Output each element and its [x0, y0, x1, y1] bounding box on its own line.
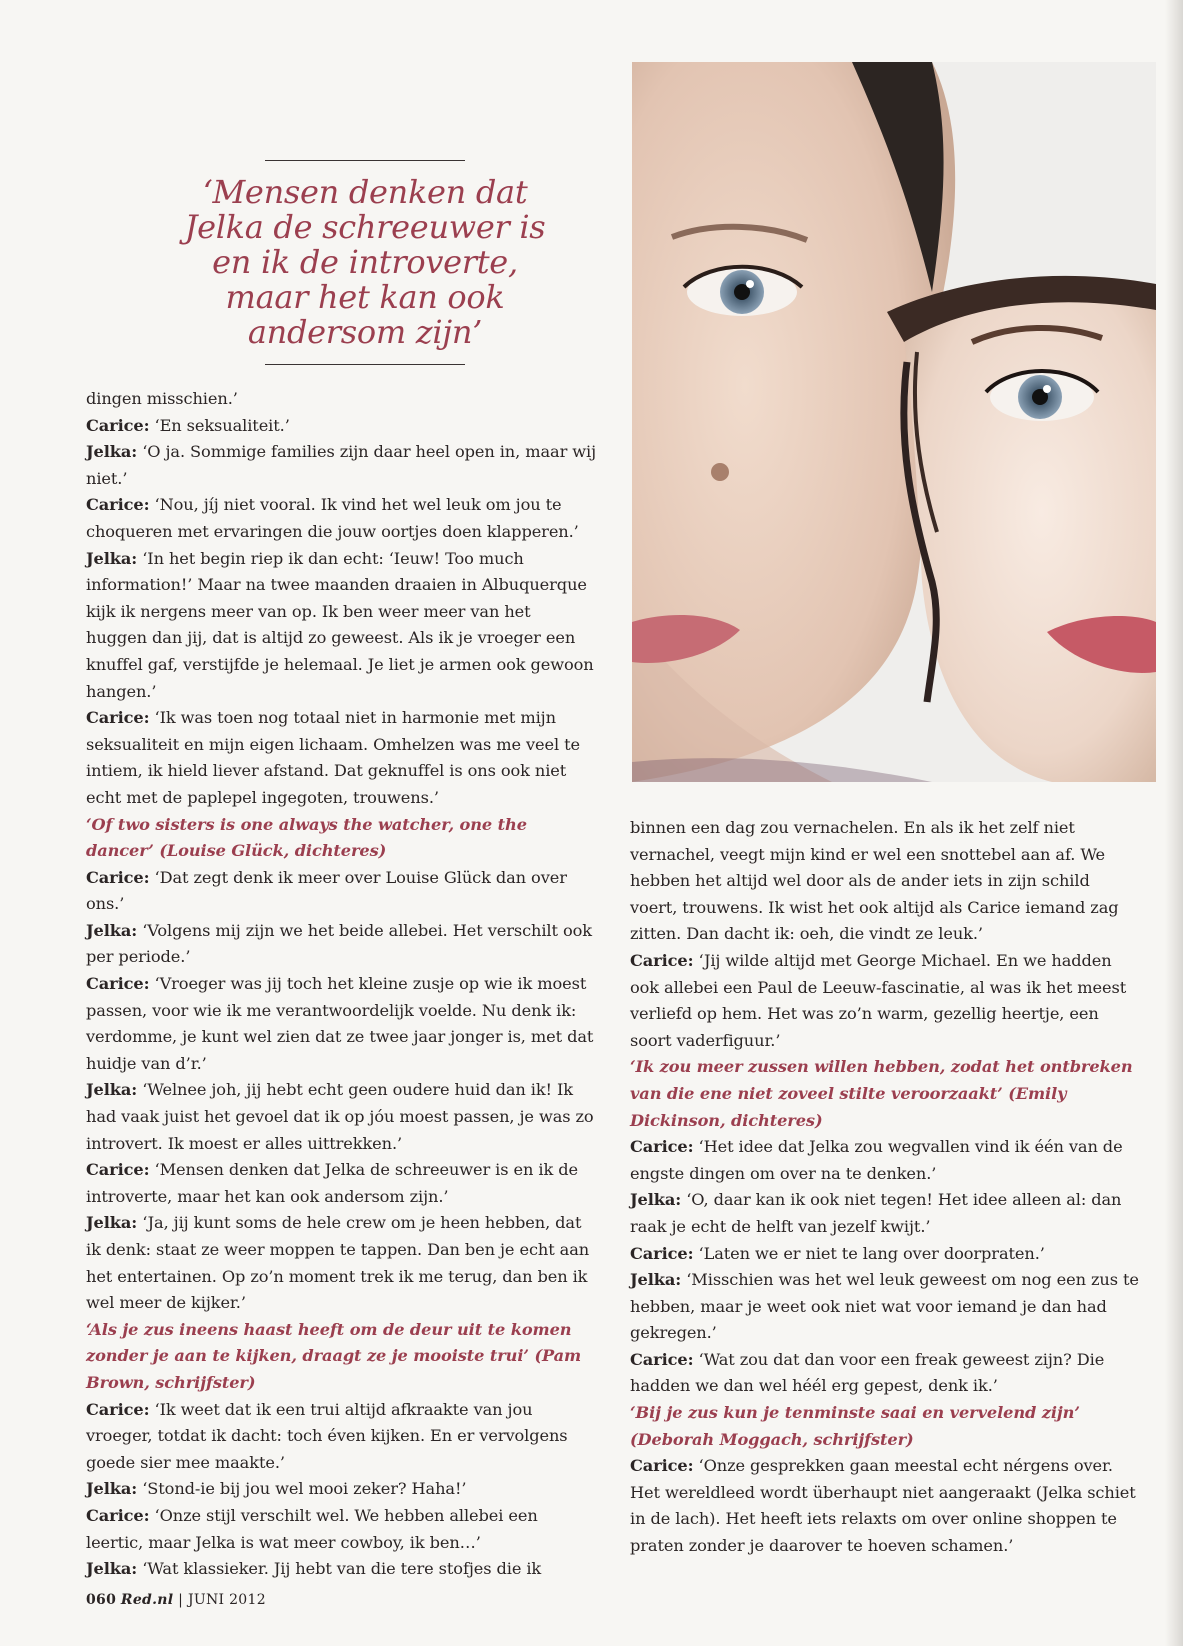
dialogue-line: Carice: ‘Onze stijl verschilt wel. We hebben allebei een leertic, maar Jelka is wat meer cowboy, ik ben…’	[86, 1505, 538, 1552]
dialogue-line: Jelka: ‘Wat klassieker. Jij hebt van die tere stofjes die ik	[86, 1559, 542, 1579]
dialogue-line: Carice: ‘Wat zou dat dan voor een freak geweest zijn? Die hadden we dan wel héél erg gepest, denk ik.’	[630, 1349, 1105, 1396]
sisters-portrait-illustration	[632, 62, 1156, 782]
page-number: 060	[86, 1592, 117, 1608]
sister-quote: ‘Bij je zus kun je tenminste saai en vervelend zijn’ (Deborah Moggach, schrijfster)	[630, 1403, 1080, 1449]
issue-date: JUNI 2012	[187, 1592, 266, 1608]
dialogue-line: Carice: ‘Ik weet dat ik een trui altijd afkraakte van jou vroeger, totdat ik dacht: toch éven kijken. En er vervolgens goede sier mee maakte.’	[86, 1399, 568, 1472]
sister-quote: ‘Ik zou meer zussen willen hebben, zodat het ontbreken van die ene niet zoveel stilte veroorzaakt’ (Emily Dickinson, dichteres)	[630, 1057, 1133, 1130]
dialogue-line: Carice: ‘Het idee dat Jelka zou wegvallen vind ik één van de engste dingen om over na te denken.’	[630, 1137, 1123, 1183]
sisters-photo	[632, 62, 1156, 782]
dialogue-line: Jelka: ‘O, daar kan ik ook niet tegen! Het idee alleen al: dan raak je echt de helft van jezelf kwijt.’	[630, 1190, 1122, 1236]
dialogue-line: Jelka: ‘Ja, jij kunt soms de hele crew om je heen hebben, dat ik denk: staat ze weer moppen te tappen. Dan ben je echt aan het entertainen. Op zo’n moment trek ik me terug, dan ben ik wel meer de kijker.’	[86, 1213, 590, 1313]
dialogue-line: Carice: ‘Vroeger was jij toch het kleine zusje op wie ik moest passen, voor wie ik me verantwoordelijk voelde. Nu denk ik: verdomme, je kunt wel zien dat ze twee jaar jonger is, met dat huidje van d’r.’	[86, 974, 594, 1073]
left-column	[86, 386, 596, 1583]
dialogue-line: Jelka: ‘Stond-ie bij jou wel mooi zeker? Haha!’	[86, 1479, 467, 1499]
dialogue-line: Carice: ‘Jij wilde altijd met George Michael. En we hadden ook allebei een Paul de Leeuw-fascinatie, al was ik het meest verliefd op hem. Het was zo’n warm, gezellig heertje, een soort vaderfiguur.’	[630, 950, 1127, 1050]
sister-quote: ‘Als je zus ineens haast heeft om de deur uit te komen zonder je aan te kijken, draagt ze je mooiste trui’ (Pam Brown, schrijfster)	[86, 1319, 582, 1392]
dialogue-line: Jelka: ‘O ja. Sommige families zijn daar heel open in, maar wij niet.’	[86, 442, 597, 488]
dialogue-line: Carice: ‘Laten we er niet te lang over doorpraten.’	[630, 1243, 1045, 1263]
dialogue-line: Carice: ‘Nou, jíj niet vooral. Ik vind het wel leuk om jou te choqueren met ervaringen die jouw oortjes doen klapperen.’	[86, 495, 579, 541]
pull-quote-text: ‘Mensen denken dat Jelka de schreeuwer is en ik de introverte, maar het kan ook andersom zijn’	[184, 173, 546, 351]
page-edge-shadow	[1165, 0, 1183, 1646]
dialogue-line: Carice: ‘En seksualiteit.’	[86, 415, 290, 435]
dialogue-line: Carice: ‘Onze gesprekken gaan meestal echt nérgens over. Het wereldleed wordt überhaupt niet aangeraakt (Jelka schiet in de lach). Het heeft iets relaxts om over online shoppen te praten zonder je daarover te hoeven schamen.’	[630, 1456, 1136, 1556]
dialogue-line: Jelka: ‘Welnee joh, jij hebt echt geen oudere huid dan ik! Ik had vaak juist het gevoel dat ik op jóu moest passen, je was zo introvert. Ik moest er alles uittrekken.’	[86, 1080, 594, 1153]
pull-quote-bottom-rule	[265, 364, 465, 365]
page-footer	[86, 1592, 266, 1608]
dialogue-line: Jelka: ‘Volgens mij zijn we het beide allebei. Het verschilt ook per periode.’	[86, 920, 592, 967]
magazine-brand: Red.nl	[120, 1592, 174, 1608]
dialogue-line: Jelka: ‘In het begin riep ik dan echt: ‘Ieuw! Too much information!’ Maar na twee maanden draaien in Albuquerque kijk ik nergens meer van op. Ik ben weer meer van het huggen dan jij, dat is altijd zo geweest. Als ik je vroeger een knuffel gaf, verstijfde je helemaal. Je liet je armen ook gewoon hangen.’	[86, 548, 594, 701]
right-column	[630, 815, 1140, 1560]
dialogue-line: Carice: ‘Ik was toen nog totaal niet in harmonie met mijn seksualiteit en mijn eigen lichaam. Omhelzen was me veel te intiem, ik hield liever afstand. Dat geknuffel is ons ook niet echt met de paplepel ingegoten, trouwens.’	[86, 708, 581, 807]
dialogue-line: Carice: ‘Dat zegt denk ik meer over Louise Glück dan over ons.’	[86, 867, 567, 914]
sister-quote: ‘Of two sisters is one always the watcher, one the dancer’ (Louise Glück, dichteres)	[86, 814, 527, 861]
dialogue-line: Jelka: ‘Misschien was het wel leuk geweest om nog een zus te hebben, maar je weet ook niet wat voor iemand je dan had gekregen.’	[630, 1270, 1139, 1343]
footer-separator: |	[173, 1592, 188, 1608]
dialogue-line: binnen een dag zou vernachelen. En als ik het zelf niet vernachel, veegt mijn kind er wel een snottebel aan af. We hebben het altijd wel door als de ander iets in zijn schild voert, trouwens. Ik wist het ook altijd als Carice iemand zag zitten. Dan dacht ik: oeh, die vindt ze leuk.’	[630, 818, 1119, 944]
dialogue-line: dingen misschien.’	[86, 389, 238, 408]
pull-quote	[170, 160, 560, 365]
dialogue-line: Carice: ‘Mensen denken dat Jelka de schreeuwer is en ik de introverte, maar het kan ook andersom zijn.’	[86, 1160, 578, 1206]
